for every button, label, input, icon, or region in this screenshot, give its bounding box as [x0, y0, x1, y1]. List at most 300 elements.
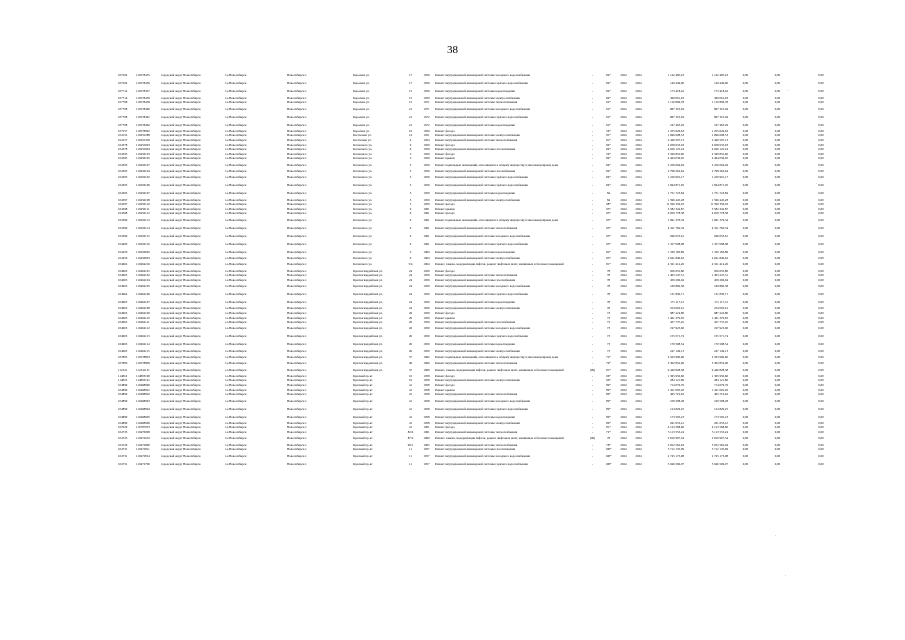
cell-house: 17 — [408, 81, 413, 86]
cell-cost: 465 719,62 — [670, 392, 684, 397]
cell-mark: (99) — [589, 436, 596, 441]
cell-s1: 0,00 — [742, 278, 749, 282]
table-row — [117, 325, 847, 333]
cell-s1: 0,00 — [742, 89, 749, 94]
cell-year-to: 2024 — [635, 361, 642, 366]
cell-street: Красногвардейская ул. — [353, 300, 383, 305]
cell-year: 1965 — [423, 443, 430, 447]
cell-year-to: 2024 — [635, 292, 642, 297]
cell-district: городской округ Новосибирск — [161, 256, 201, 260]
cell-district: городской округ Новосибирск — [161, 191, 201, 196]
cell-work: Ремонт фасада — [435, 152, 455, 156]
cell-cost: 3 582 342,87 — [667, 207, 684, 211]
cell-year-from: 2024 — [620, 156, 627, 161]
cell-street: Котовского ул. — [353, 152, 373, 156]
cell-district: городской округ Новосибирск — [161, 96, 201, 100]
cell-street: Котовского ул. — [353, 183, 373, 188]
cell-year-to: 2024 — [635, 175, 642, 180]
cell-s3: 0,00 — [818, 256, 824, 260]
cell-work: Ремонт внутридомовой инженерной системы газоснабжения — [435, 447, 516, 452]
cell-year: 1966 — [423, 361, 430, 366]
cell-level: 84* — [606, 89, 611, 94]
cell-year-to: 2024 — [635, 443, 642, 447]
cell-cost: 9 440 828,58 — [667, 367, 684, 372]
table-row — [117, 88, 847, 96]
cell-cost: 4 626 125,24 — [667, 147, 684, 152]
cell-s3: 0,00 — [818, 334, 824, 339]
cell-s3: 0,00 — [818, 425, 824, 430]
cell-cost: 1 403 247,51 — [667, 273, 684, 278]
cell-mark: - — [591, 398, 594, 403]
cell-year-to: 2024 — [635, 430, 642, 435]
cell-work: Ремонт фасада — [435, 425, 455, 430]
cell-year-to: 2024 — [635, 96, 642, 100]
cell-level: 93* — [606, 217, 611, 222]
cell-code: 110464106 — [136, 292, 150, 297]
cell-city: г.о.Новосибирск — [225, 367, 247, 372]
cell-cost2: 987 224,80 — [714, 311, 728, 315]
cell-level: 84* — [606, 156, 611, 161]
table-row — [117, 333, 847, 341]
cell-cost: 167 463,29 — [670, 122, 684, 127]
cell-code: 110464114 — [136, 342, 150, 347]
cell-level: 83* — [606, 256, 611, 260]
cell-year-to: 2024 — [635, 129, 642, 133]
cell-locality: Новосибирск г. — [287, 461, 307, 466]
cell-cost: 459 296,04 — [670, 278, 684, 282]
cell-year: 1961 — [423, 211, 430, 216]
cell-house: 26 — [408, 320, 413, 325]
cell-s2: 0,00 — [774, 256, 781, 260]
cell-locality: Новосибирск г. — [287, 100, 307, 105]
cell-locality: Новосибирск г. — [287, 392, 307, 397]
cell-mark: - — [591, 156, 594, 161]
cell-city: г.о.Новосибирск — [225, 414, 247, 419]
cell-id: 104665 — [118, 320, 128, 325]
cell-city: г.о.Новосибирск — [225, 142, 247, 147]
cell-year: 1972 — [423, 114, 430, 119]
cell-work: Ремонт подвальных помещений, относящихся к общему имуществу в многоквартирном доме — [435, 162, 559, 167]
cell-year-from: 2024 — [620, 122, 627, 127]
cell-locality: Новосибирск г. — [287, 383, 307, 388]
cell-s2: 0,00 — [774, 406, 781, 411]
cell-city: г.о.Новосибирск — [225, 447, 247, 452]
cell-city: г.о.Новосибирск — [225, 453, 247, 458]
cell-mark: - — [591, 175, 594, 180]
cell-s3: 0,00 — [818, 315, 824, 320]
cell-code: 110464112 — [136, 326, 150, 331]
cell-district: городской округ Новосибирск — [161, 129, 201, 133]
cell-locality: Новосибирск г. — [287, 197, 307, 202]
cell-street: Красный пр-кт — [353, 421, 373, 425]
cell-id: 107714 — [118, 96, 128, 100]
cell-district: городской округ Новосибирск — [161, 300, 201, 305]
cell-street: Красногвардейская ул. — [353, 278, 383, 282]
cell-s3: 0,00 — [818, 122, 824, 127]
cell-year-to: 2024 — [635, 133, 642, 138]
cell-s3: 0,00 — [818, 152, 824, 156]
cell-level: 100* — [605, 453, 612, 458]
cell-s2: 0,00 — [774, 202, 781, 207]
cell-cost2: 155 571,74 — [714, 334, 728, 339]
table-row — [117, 291, 847, 299]
cell-house: 87/2 — [407, 436, 414, 441]
cell-s3: 0,00 — [818, 183, 824, 188]
cell-year: 1961 — [423, 430, 430, 435]
cell-id: 104899 — [118, 383, 128, 388]
cell-house: 21 — [408, 106, 413, 111]
cell-year: 1959 — [423, 311, 430, 315]
cell-level: 89* — [606, 414, 611, 419]
page-dot-mark: . — [785, 572, 786, 577]
cell-year-from: 2024 — [620, 138, 627, 143]
cell-s2: 0,00 — [774, 96, 781, 100]
cell-cost: 2 569 852,60 — [667, 152, 684, 156]
cell-level: 81* — [606, 367, 611, 372]
cell-city: г.о.Новосибирск — [225, 388, 247, 392]
cell-mark: - — [591, 262, 594, 267]
page-dot-mark: . — [783, 350, 784, 355]
cell-cost: 4 123 568,60 — [667, 425, 684, 430]
cell-cost: 1 844 871,95 — [667, 183, 684, 188]
cell-year-to: 2024 — [635, 256, 642, 260]
cell-s3: 0,00 — [818, 147, 824, 152]
cell-year: 1951 — [423, 133, 430, 138]
cell-year-from: 2024 — [620, 273, 627, 278]
cell-cost: 1 451 005,20 — [667, 388, 684, 392]
cell-district: городской округ Новосибирск — [161, 81, 201, 86]
cell-level: 89* — [606, 398, 611, 403]
cell-locality: Новосибирск г. — [287, 268, 307, 273]
cell-year-from: 2024 — [620, 142, 627, 147]
cell-year-from: 2024 — [620, 256, 627, 260]
cell-mark: - — [591, 374, 594, 378]
cell-level: 73 — [606, 320, 611, 325]
cell-mark: - — [591, 211, 594, 216]
cell-city: г.о.Новосибирск — [225, 425, 247, 430]
cell-house: 11 — [409, 453, 412, 458]
cell-street: Красный пр-кт — [353, 430, 373, 435]
cell-year-to: 2024 — [635, 406, 642, 411]
cell-district: городской округ Новосибирск — [161, 273, 201, 278]
cell-year-to: 2024 — [635, 414, 642, 419]
cell-city: г.о.Новосибирск — [225, 406, 247, 411]
cell-street: Красный пр-кт — [353, 378, 373, 383]
page-number: 38 — [447, 44, 458, 56]
cell-s3: 0,00 — [818, 342, 824, 347]
cell-year-from: 2024 — [620, 461, 627, 466]
cell-city: г.о.Новосибирск — [225, 129, 247, 133]
cell-work: Ремонт внутридомовой инженерной системы электроснабжения — [435, 96, 520, 100]
cell-year: 1959 — [423, 320, 430, 325]
cell-district: городской округ Новосибирск — [161, 425, 201, 430]
table-row — [117, 174, 847, 182]
cell-s2: 0,00 — [774, 162, 781, 167]
cell-level: 72* — [606, 430, 611, 435]
cell-year: 1959 — [423, 342, 430, 347]
cell-house: 24 — [408, 284, 413, 289]
capital-repair-table — [117, 72, 847, 468]
cell-s2: 0,00 — [774, 388, 781, 392]
cell-district: городской округ Новосибирск — [161, 249, 201, 254]
cell-year: 1961 — [423, 207, 430, 211]
cell-code: 110456107 — [136, 191, 150, 196]
cell-locality: Новосибирск г. — [287, 425, 307, 430]
cell-s3: 0,00 — [818, 326, 824, 331]
cell-house: 3 — [409, 191, 412, 196]
cell-locality: Новосибирск г. — [287, 129, 307, 133]
cell-cost2: 173 595,23 — [714, 414, 728, 419]
cell-year-to: 2024 — [635, 355, 642, 359]
cell-s2: 0,00 — [774, 175, 781, 180]
table-row — [117, 366, 847, 374]
cell-year-from: 2024 — [620, 443, 627, 447]
cell-s3: 0,00 — [818, 320, 824, 325]
cell-code: 110464115 — [136, 349, 150, 353]
cell-year-from: 2024 — [620, 320, 627, 325]
cell-year-to: 2024 — [635, 169, 642, 173]
cell-mark: - — [591, 361, 594, 366]
cell-locality: Новосибирск г. — [287, 414, 307, 419]
cell-mark: - — [591, 430, 594, 435]
cell-cost: 1 330 183,89 — [667, 249, 684, 254]
cell-work: Ремонт внутридомовой инженерной системы водоотведения — [435, 191, 515, 196]
cell-year-from: 2024 — [620, 211, 627, 216]
cell-city: г.о.Новосибирск — [225, 183, 247, 188]
cell-cost2: 1 255 626,63 — [711, 129, 728, 133]
cell-year-to: 2024 — [635, 342, 642, 347]
cell-cost: 124 829,25 — [670, 406, 684, 411]
cell-year-from: 2024 — [620, 315, 627, 320]
cell-locality: Новосибирск г. — [287, 300, 307, 305]
cell-district: городской округ Новосибирск — [161, 133, 201, 138]
cell-locality: Новосибирск г. — [287, 326, 307, 331]
cell-s3: 0,00 — [818, 300, 824, 305]
cell-s2: 0,00 — [774, 278, 781, 282]
cell-year-from: 2024 — [620, 355, 627, 359]
cell-level: 100* — [605, 461, 612, 466]
cell-cost2: 3 712 135,09 — [711, 447, 728, 452]
cell-s3: 0,00 — [818, 414, 824, 419]
cell-house: 41 — [408, 414, 413, 419]
cell-year-from: 2024 — [620, 225, 627, 230]
cell-district: городской округ Новосибирск — [161, 207, 201, 211]
cell-city: г.о.Новосибирск — [225, 436, 247, 441]
cell-cost2: 2 449 597,13 — [711, 138, 728, 143]
cell-year-to: 2024 — [635, 100, 642, 105]
cell-year-from: 2024 — [620, 447, 627, 452]
cell-s1: 0,00 — [742, 292, 749, 297]
cell-s2: 0,00 — [774, 284, 781, 289]
cell-city: г.о.Новосибирск — [225, 421, 247, 425]
cell-house: 16 — [408, 374, 413, 378]
cell-mark: - — [591, 414, 594, 419]
cell-id: 104665 — [118, 311, 128, 315]
cell-code: 110578455 — [136, 73, 150, 78]
cell-s2: 0,00 — [774, 392, 781, 397]
cell-id: 104663 — [118, 278, 128, 282]
cell-code: 114803190 — [136, 374, 150, 378]
cell-district: городской округ Новосибирск — [161, 73, 201, 78]
cell-cost2: 109 598,28 — [714, 398, 728, 403]
cell-street: Котовского ул. — [353, 191, 373, 196]
cell-city: г.о.Новосибирск — [225, 162, 247, 167]
cell-s3: 0,00 — [818, 311, 824, 315]
cell-locality: Новосибирск г. — [287, 388, 307, 392]
cell-cost: 197 923,60 — [670, 326, 684, 331]
cell-district: городской округ Новосибирск — [161, 225, 201, 230]
cell-city: г.о.Новосибирск — [225, 241, 247, 246]
cell-s1: 0,00 — [742, 406, 749, 411]
cell-work: Ремонт внутридомовой инженерной системы газоснабжения — [435, 147, 516, 152]
cell-id: 104400 — [118, 241, 128, 246]
cell-year-to: 2024 — [635, 306, 642, 311]
cell-city: г.о.Новосибирск — [225, 175, 247, 180]
cell-house: 9 — [409, 142, 412, 147]
cell-house: 41 — [408, 425, 413, 430]
cell-cost: 2 810 907,34 — [667, 436, 684, 441]
cell-code: 110472800 — [136, 443, 150, 447]
cell-cost: 254 002,61 — [670, 306, 684, 311]
cell-id: 104725 — [118, 436, 128, 441]
cell-year-to: 2024 — [635, 334, 642, 339]
cell-year: 1964 — [423, 256, 430, 260]
cell-s3: 0,00 — [818, 398, 824, 403]
cell-mark: - — [591, 96, 594, 100]
cell-locality: Новосибирск г. — [287, 241, 307, 246]
cell-mark: - — [591, 106, 594, 111]
cell-year: 1954 — [423, 138, 430, 143]
cell-house: 41 — [408, 421, 413, 425]
cell-city: г.о.Новосибирск — [225, 326, 247, 331]
cell-s3: 0,00 — [818, 306, 824, 311]
cell-s1: 0,00 — [742, 183, 749, 188]
cell-code: 110455904 — [136, 147, 150, 152]
cell-level: 73 — [606, 315, 611, 320]
cell-level: 81* — [606, 138, 611, 143]
cell-city: г.о.Новосибирск — [225, 273, 247, 278]
cell-locality: Новосибирск г. — [287, 202, 307, 207]
cell-work: Ремонт, замена, модернизация лифтов, ремонт лифтовых шахт, машинных и блочных помещений — [435, 436, 564, 441]
cell-code: 110455328 — [136, 138, 150, 143]
cell-s2: 0,00 — [774, 147, 781, 152]
cell-district: городской округ Новосибирск — [161, 414, 201, 419]
cell-s2: 0,00 — [774, 361, 781, 366]
cell-work: Ремонт внутридомовой инженерной системы электроснабжения — [435, 256, 520, 260]
cell-id: 104665 — [118, 334, 128, 339]
cell-s2: 0,00 — [774, 114, 781, 119]
cell-s3: 0,00 — [818, 361, 824, 366]
cell-year-to: 2024 — [635, 392, 642, 397]
cell-locality: Новосибирск г. — [287, 249, 307, 254]
cell-mark: - — [591, 284, 594, 289]
cell-code: 110464102 — [136, 273, 150, 278]
cell-id: 104378 — [118, 142, 128, 147]
cell-s2: 0,00 — [774, 315, 781, 320]
cell-code: 110456113 — [136, 217, 150, 222]
cell-mark: - — [591, 320, 594, 325]
table-row — [117, 354, 847, 362]
cell-s3: 0,00 — [818, 392, 824, 397]
cell-year-to: 2024 — [635, 162, 642, 167]
cell-s2: 0,00 — [774, 249, 781, 254]
cell-mark: - — [591, 421, 594, 425]
cell-cost2: 2 569 852,60 — [711, 152, 728, 156]
cell-level: 73 — [606, 349, 611, 353]
cell-district: городской округ Новосибирск — [161, 278, 201, 282]
cell-city: г.о.Новосибирск — [225, 306, 247, 311]
cell-street: Котовского ул. — [353, 217, 373, 222]
cell-city: г.о.Новосибирск — [225, 320, 247, 325]
cell-cost2: 1 844 871,95 — [711, 183, 728, 188]
table-row — [117, 216, 847, 224]
cell-city: г.о.Новосибирск — [225, 342, 247, 347]
cell-year-to: 2024 — [635, 262, 642, 267]
cell-year-from: 2024 — [620, 383, 627, 388]
cell-code: 110464113 — [136, 334, 150, 339]
cell-year-from: 2024 — [620, 89, 627, 94]
cell-street: Красный пр-кт — [353, 383, 373, 388]
cell-id: 107504 — [118, 73, 128, 78]
cell-s2: 0,00 — [774, 300, 781, 305]
cell-house: 21 — [408, 100, 413, 105]
cell-year: 1969 — [423, 367, 430, 372]
cell-street: Котовского ул. — [353, 241, 373, 246]
cell-cost: 169 860,38 — [670, 284, 684, 289]
cell-district: городской округ Новосибирск — [161, 406, 201, 411]
cell-code: 110456106 — [136, 183, 150, 188]
cell-cost2: 4 123 568,60 — [711, 425, 728, 430]
cell-street: Котовского ул. — [353, 169, 373, 173]
cell-locality: Новосибирск г. — [287, 292, 307, 297]
cell-code: 110468905 — [136, 414, 150, 419]
cell-locality: Новосибирск г. — [287, 398, 307, 403]
cell-year-to: 2024 — [635, 284, 642, 289]
cell-locality: Новосибирск г. — [287, 183, 307, 188]
cell-house: 16 — [408, 129, 413, 133]
table-row — [117, 413, 847, 421]
cell-work: Ремонт крыши — [435, 156, 455, 161]
cell-year: 1972 — [423, 122, 430, 127]
cell-code: 110578462 — [136, 122, 150, 127]
cell-year-to: 2024 — [635, 300, 642, 305]
cell-s3: 0,00 — [818, 217, 824, 222]
cell-year-from: 2024 — [620, 334, 627, 339]
cell-work: Ремонт фасада — [435, 142, 455, 147]
table-row — [117, 105, 847, 113]
cell-cost: 2 641 840,62 — [667, 256, 684, 260]
cell-id: 114816 — [118, 374, 128, 378]
cell-cost: 170 598,54 — [670, 342, 684, 347]
cell-year-to: 2024 — [635, 383, 642, 388]
cell-s3: 0,00 — [818, 225, 824, 230]
cell-year: 1971 — [423, 106, 430, 111]
cell-code: 110456103 — [136, 152, 150, 156]
cell-id: 104731 — [118, 461, 128, 466]
cell-year: 1959 — [423, 96, 430, 100]
cell-id: 104665 — [118, 326, 128, 331]
cell-street: Красногвардейская ул. — [353, 320, 383, 325]
cell-mark: - — [591, 241, 594, 246]
cell-locality: Новосибирск г. — [287, 443, 307, 447]
cell-house: 3 — [409, 249, 412, 254]
cell-s1: 0,00 — [742, 383, 749, 388]
cell-id: 104665 — [118, 306, 128, 311]
cell-s1: 0,00 — [742, 241, 749, 246]
cell-city: г.о.Новосибирск — [225, 138, 247, 143]
cell-street: Красногвардейская ул. — [353, 315, 383, 320]
cell-level: 93* — [606, 225, 611, 230]
